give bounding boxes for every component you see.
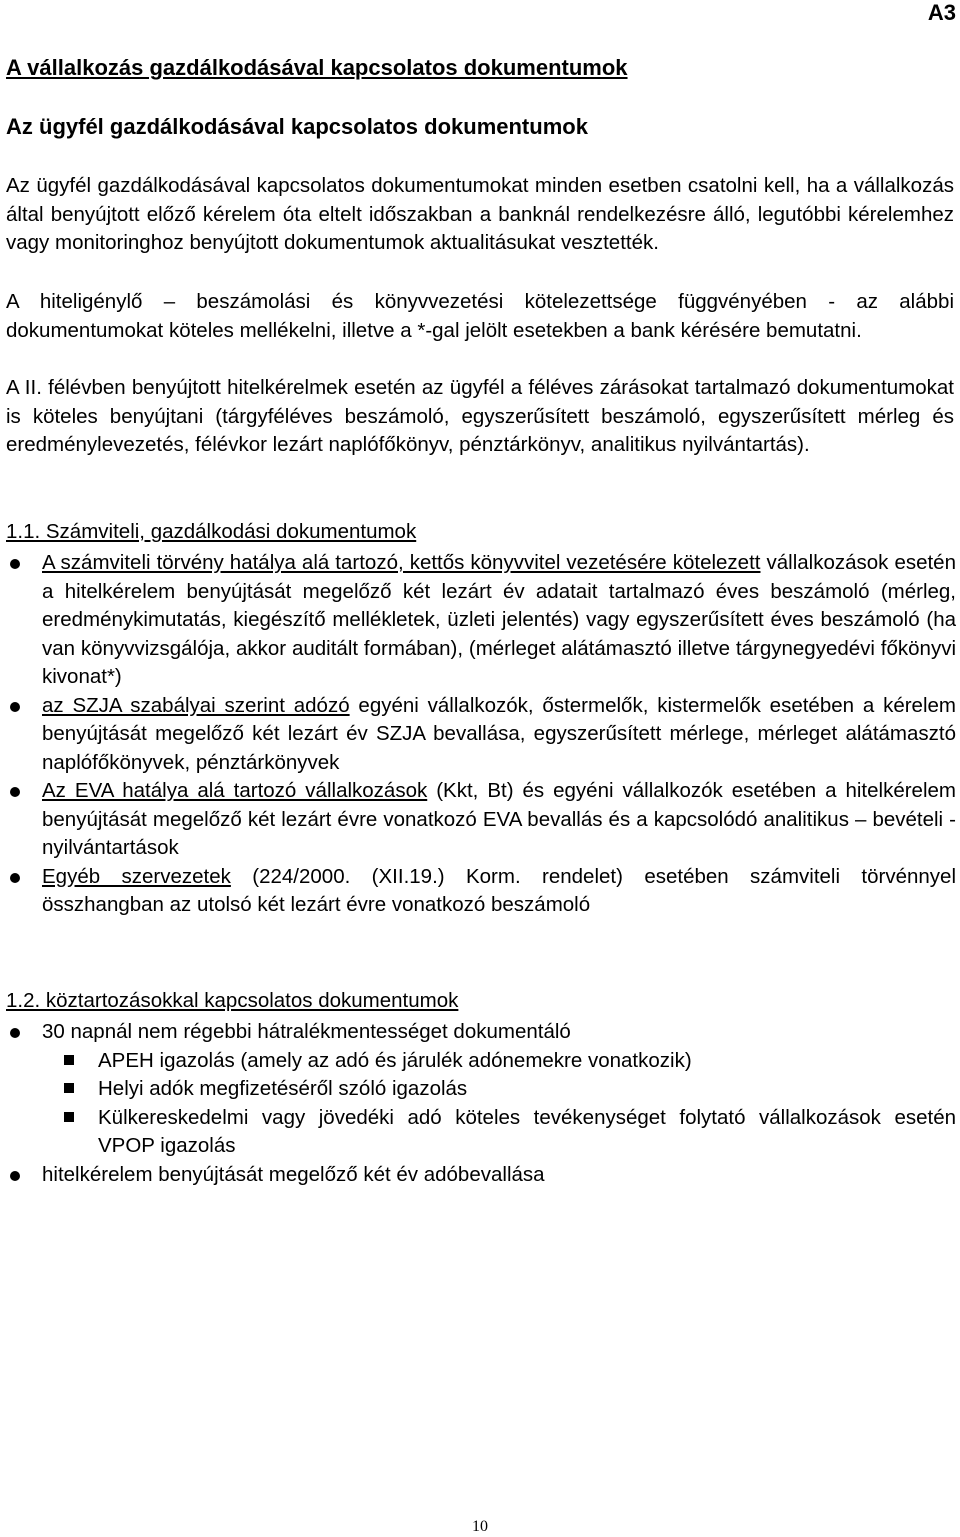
list-item-text: hitelkérelem benyújtását megelőző két év adóbevallása xyxy=(42,1162,545,1186)
list-item-lead: Az EVA hatálya alá tartozó vállalkozások xyxy=(42,779,428,802)
square-bullet-icon xyxy=(64,1083,74,1093)
list-item-text: (Kkt, Bt) és egyéni vállalkozók esetében a hitelkérelem benyújtását megelőző két lezárt évre vonatkozó EVA bevallás és a kapcsolódó analitikus – bevételi - nyilvántartások xyxy=(42,779,956,859)
list-item-lead: A számviteli törvény hatálya alá tartozó, kettős könyvvitel vezetésére kötelezett xyxy=(42,551,761,574)
sub-list-item xyxy=(0,1047,956,1076)
list-item xyxy=(0,692,956,778)
accounting-documents-list xyxy=(0,549,956,920)
sub-list-item-text: Helyi adók megfizetéséről szóló igazolás xyxy=(98,1077,468,1100)
page-code: A3 xyxy=(927,0,956,25)
bullet-icon xyxy=(10,787,20,797)
document-title: A vállalkozás gazdálkodásával kapcsolatos dokumentumok xyxy=(6,55,628,80)
page-number: 10 xyxy=(472,1518,488,1535)
list-item-text: 30 napnál nem régebbi hátralékmentességet dokumentáló xyxy=(42,1020,571,1043)
obligation-paragraph: A hiteligénylő – beszámolási és könyvvezetési kötelezettsége függvényében - az alábbi dokumentumokat köteles mellékelni, illetve a *-gal jelölt esetekben a bank kérésére bemutatni. xyxy=(6,290,954,342)
document-subtitle: Az ügyfél gazdálkodásával kapcsolatos dokumentumok xyxy=(6,114,588,139)
intro-paragraph: Az ügyfél gazdálkodásával kapcsolatos dokumentumokat minden esetben csatolni kell, ha a vállalkozás által benyújtott előző kérelem óta eltelt időszakban a banknál rendelkezésre álló, legutóbbi kérelemhez vagy monitoringhoz benyújtott dokumentumok aktualitásukat vesztették. xyxy=(6,174,954,254)
square-bullet-icon xyxy=(64,1055,74,1065)
list-item xyxy=(0,549,956,692)
list-item-lead: Egyéb szervezetek xyxy=(42,864,231,888)
list-item xyxy=(0,777,956,863)
bullet-icon xyxy=(10,873,20,883)
sub-list-item xyxy=(0,1075,956,1104)
list-item-text: egyéni vállalkozók, őstermelők, kistermelők esetében a kérelem benyújtását megelőző két lezárt év SZJA bevallása, egyszerűsített mérlege, mérleget alátámasztó naplófőkönyvek, pénztárkönyvek xyxy=(42,693,956,774)
square-bullet-icon xyxy=(64,1112,74,1122)
bullet-icon xyxy=(10,1171,20,1181)
sub-list-item xyxy=(0,1104,956,1161)
bullet-icon xyxy=(10,559,20,569)
list-item-text: (224/2000. (XII.19.) Korm. rendelet) esetében számviteli törvénnyel összhangban az utolsó két lezárt évre vonatkozó beszámoló xyxy=(42,864,956,916)
list-item-text: vállalkozások esetén a hitelkérelem benyújtását megelőző két lezárt év adatait tartalmazó éves beszámoló (mérleg, eredménykimutatás, kiegészítő mellékletek, üzleti jelentés) vagy egyszerűsített éves beszámoló (ha van könyvvizsgálója, akkor auditált formában), (mérleget alátámasztó illetve tárgynegyedévi főkönyvi kivonat*) xyxy=(42,551,956,688)
sub-list-item-text: Külkereskedelmi vagy jövedéki adó köteles tevékenységet folytató vállalkozások esetén VPOP igazolás xyxy=(98,1105,956,1157)
list-item-lead: az SZJA szabályai szerint adózó xyxy=(42,693,350,717)
half-year-paragraph: A II. félévben benyújtott hitelkérelmek esetén az ügyfél a féléves zárásokat tartalmazó dokumentumokat is köteles benyújtani (tárgyféléves beszámoló, egyszerűsített beszámoló, egyszerűsített mérleg és eredménylevezetés, félévkor lezárt naplófőkönyv, pénztárkönyv, analitikus nyilvántartás). xyxy=(6,376,954,456)
section-heading-accounting: 1.1. Számviteli, gazdálkodási dokumentumok xyxy=(6,520,417,543)
list-item xyxy=(0,1161,956,1190)
public-debts-list xyxy=(0,1018,956,1189)
list-item xyxy=(0,1018,956,1047)
bullet-icon xyxy=(10,702,20,712)
list-item xyxy=(0,863,956,920)
section-heading-public-debts: 1.2. köztartozásokkal kapcsolatos dokumentumok xyxy=(6,989,459,1012)
sub-list-item-text: APEH igazolás (amely az adó és járulék adónemekre vonatkozik) xyxy=(98,1048,692,1072)
bullet-icon xyxy=(10,1028,20,1038)
